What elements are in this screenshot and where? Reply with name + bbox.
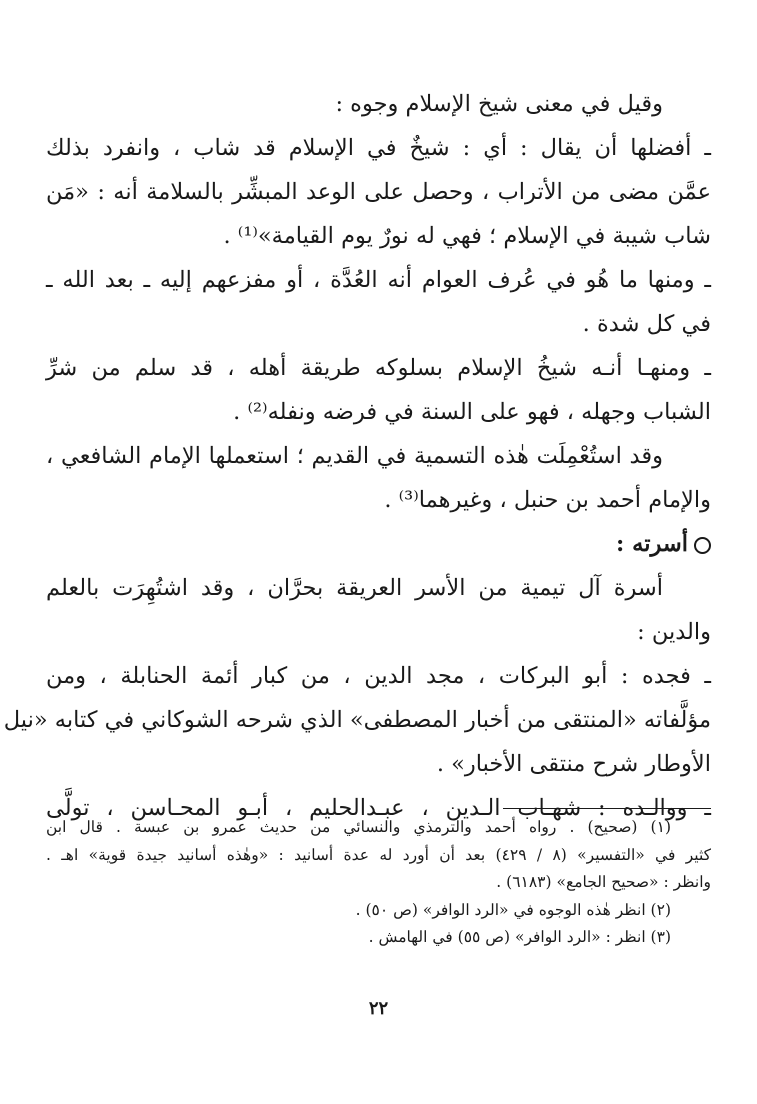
text-line-17: ـ ووالـده : شهـاب الـدين ، عبـدالحليم ، أبـو المحـاسن ، تولَّى <box>46 795 711 821</box>
text-line-3: عمَّن مضى من الأتراب ، وحصل على الوعد المبشِّر بالسلامة أنه : «مَن <box>46 179 711 205</box>
circle-bullet-icon <box>694 537 711 554</box>
text-line-14: ـ فجده : أبو البركات ، مجد الدين ، من كبار أئمة الحنابلة ، ومن <box>46 663 711 689</box>
footnote-line-2: كثير في «التفسير» (٨ / ٤٢٩) بعد أن أورد له عدة أسانيد : «وهٰذه أسانيد جيدة قوية» اهـ . <box>46 845 712 864</box>
page-number: ٢٢ <box>368 998 389 1019</box>
main-text <box>3 91 711 840</box>
text-line-12: أسرة آل تيمية من الأسر العريقة بحرَّان ، وقد اشتُهِرَت بالعلم <box>46 575 663 601</box>
text-line-6: في كل شدة . <box>582 311 711 337</box>
text-line-8: الشباب وجهله ، فهو على السنة في فرضه ونفله⁽²⁾ . <box>233 399 711 425</box>
text-line-10: والإمام أحمد بن حنبل ، وغيرهما⁽³⁾ . <box>384 487 711 513</box>
footnote-separator <box>503 808 711 809</box>
text-line-9: وقد استُعْمِلَت هٰذه التسمية في القديم ؛ استعملها الإمام الشافعي ، <box>46 443 663 469</box>
section-heading <box>46 532 711 576</box>
footnote-line-4: (٢) انظر هٰذه الوجوه في «الرد الوافر» (ص ٥٠) . <box>355 900 671 919</box>
footnote-line-5: (٣) انظر : «الرد الوافر» (ص ٥٥) في الهامش . <box>368 928 671 946</box>
text-line-2: ـ أفضلها أن يقال : أي : شيخٌ في الإسلام قد شاب ، وانفرد بذلك <box>46 135 711 161</box>
footnote-line-1: (١) (صحيح) . رواه أحمد والترمذي والنسائي من حديث عمرو بن عبسة . قال ابن <box>46 818 671 836</box>
text-line-4: شاب شيبة في الإسلام ؛ فهي له نورٌ يوم القيامة»⁽¹⁾ . <box>223 223 711 249</box>
text-line-7: ـ ومنهـا أنـه شيخُ الإسلام بسلوكه طريقة أهله ، قد سلم من شرِّ <box>46 355 711 381</box>
footnotes <box>46 818 711 956</box>
text-line-15: مؤلَّفاته «المنتقى من أخبار المصطفى» الذي شرحه الشوكاني في كتابه «نيل <box>3 707 711 733</box>
text-line-16: الأوطار شرح منتقى الأخبار» . <box>436 751 711 777</box>
text-line-5: ـ ومنها ما هُو في عُرف العوام أنه العُدَّة ، أو مفزعهم إليه ـ بعد الله ـ <box>46 267 711 293</box>
text-line-1: وقيل في معنى شيخ الإسلام وجوه : <box>335 91 663 117</box>
footnote-line-3: وانظر : «صحيح الجامع» (٦١٨٣) . <box>496 873 711 891</box>
section-heading-text: أسرته : <box>616 531 688 557</box>
text-line-13: والدين : <box>637 619 711 645</box>
